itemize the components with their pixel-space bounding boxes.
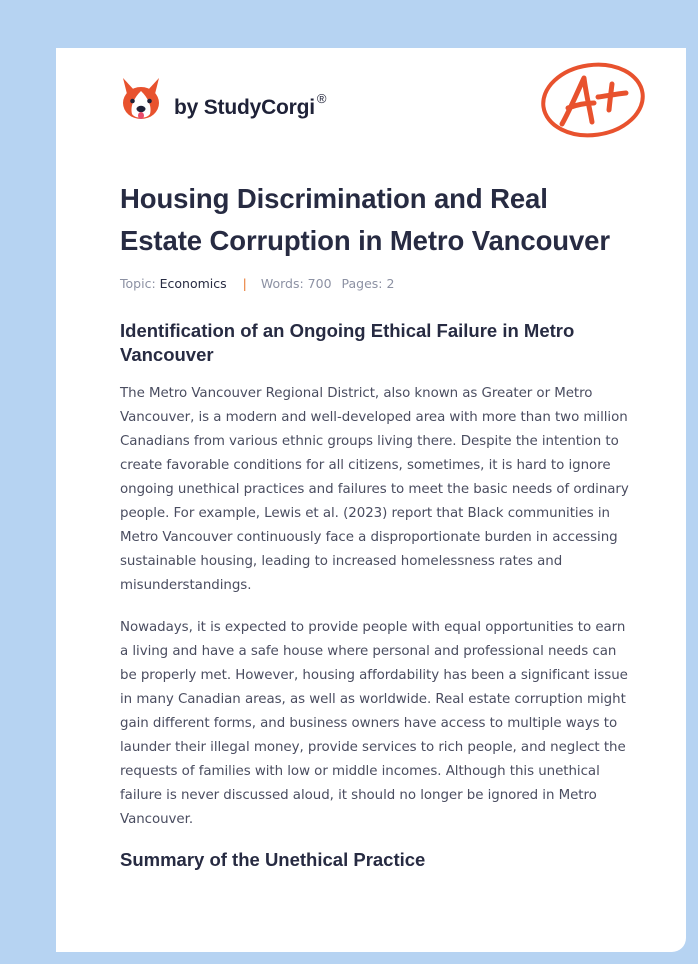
topic-label: Topic: [120, 276, 156, 291]
corgi-logo-icon[interactable] [120, 76, 162, 122]
meta-separator: | [242, 276, 247, 291]
section-heading: Summary of the Unethical Practice [120, 849, 426, 870]
brand-name[interactable] [174, 91, 327, 120]
page-count: Pages: 2 [341, 276, 395, 291]
word-count: Words: 700 [260, 276, 332, 291]
paragraph: Nowadays, it is expected to provide people with equal opportunities to earn a living and have a safe house where personal and professional needs can be properly met. However, housing affordability has been a significant issue in many Canadian areas, as well as worldwide. Real estate corruption might gain different forms, and business owners have access to multiple ways to launder their illegal money, provide services to rich people, and neglect the requests of families with low or middle incomes. Although this unethical failure is never discussed aloud, it should no longer be ignored in Metro Vancouver. [120, 620, 628, 827]
document-page [56, 48, 686, 952]
article-meta [120, 275, 632, 293]
topic-link[interactable]: Economics [159, 276, 227, 291]
grade-a-plus-icon [538, 58, 650, 142]
article-title: Housing Discrimination and Real Estate Corruption in Metro Vancouver [120, 183, 610, 256]
section-heading: Identification of an Ongoing Ethical Failure in Metro Vancouver [120, 320, 575, 365]
brand-text: by StudyCorgi [174, 96, 315, 119]
registered-mark: ® [316, 91, 327, 106]
paragraph: The Metro Vancouver Regional District, also known as Greater or Metro Vancouver, is a modern and well-developed area with more than two million Canadians from various ethnic groups living there. Despite the intention to create favorable conditions for all citizens, sometimes, it is hard to ignore ongoing unethical practices and failures to meet the basic needs of ordinary people. For example, Lewis et al. (2023) report that Black communities in Metro Vancouver continuously face a disproportionate burden in accessing sustainable housing, leading to increased homelessness rates and misunderstandings. [120, 386, 629, 593]
article [120, 178, 632, 872]
